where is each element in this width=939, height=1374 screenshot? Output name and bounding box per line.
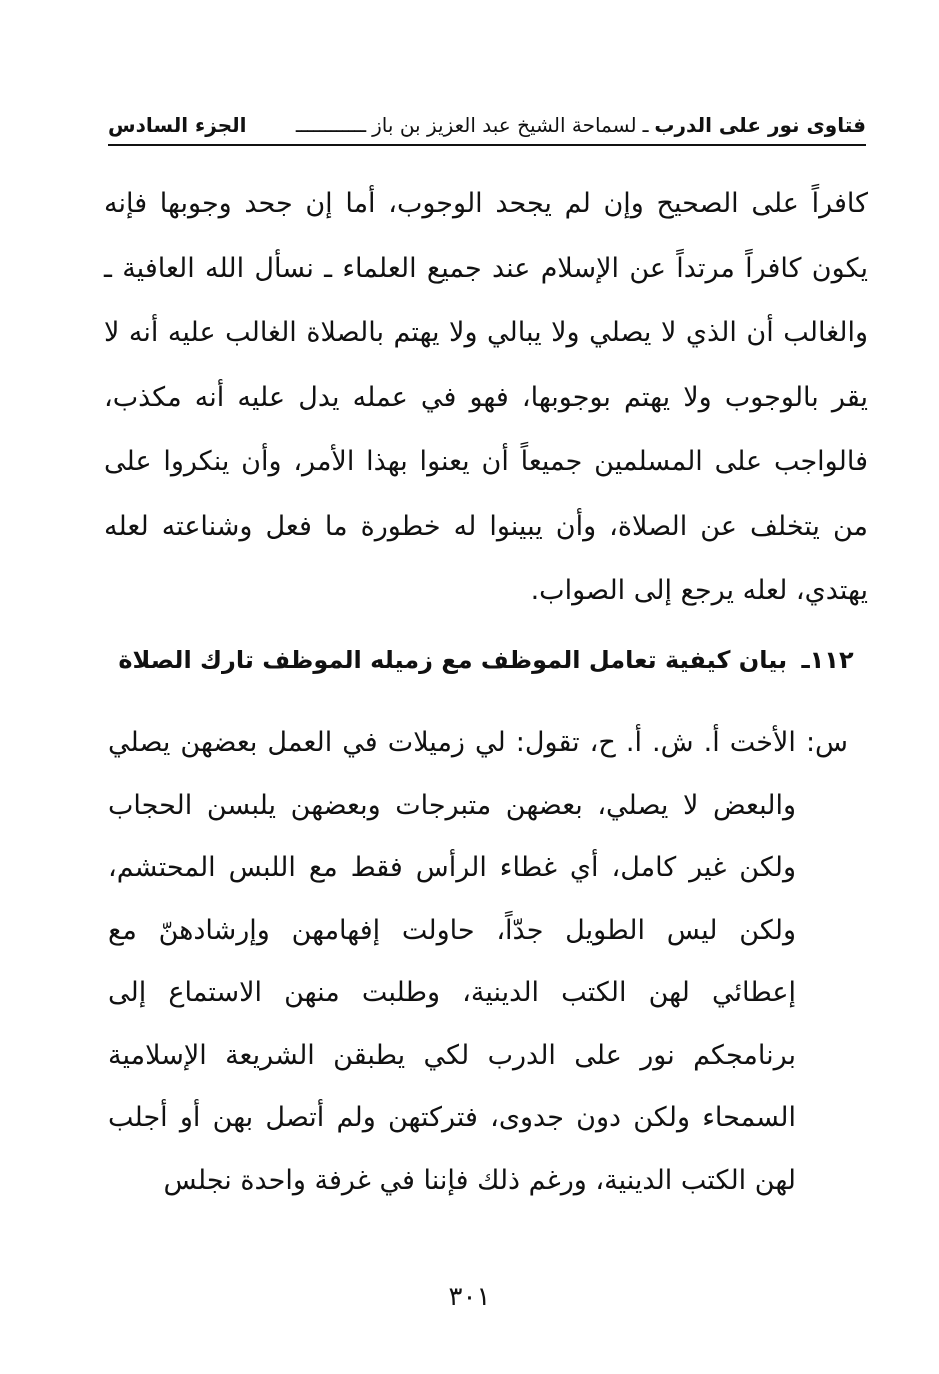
section-number: ١١٢ـ: [801, 646, 854, 674]
paragraph-text: كافراً على الصحيح وإن لم يجحد الوجوب، أما إن جحد وجوبها فإنه يكون كافراً مرتداً عن الإسلام عند جميع العلماء ـ نسأل الله العافية ـ والغالب أن الذي لا يصلي ولا يبالي ولا يهتم بالصلاة الغالب عليه أنه لا يقر بالوجوب ولا يهتم بوجوبها، فهو في عمله يدل عليه أنه مكذب، فالواجب على المسلمين جميعاً أن يعنوا بهذا الأمر، وأن ينكروا على من يتخلف عن الصلاة، وأن يبينوا له خطورة ما فعل وشناعته لعله يهتدي، لعله يرجع إلى الصواب.: [104, 188, 868, 606]
page-number: ٣٠١: [448, 1282, 491, 1312]
header-title-group: [296, 110, 866, 140]
author-name: لسماحة الشيخ عبد العزيز بن باز: [372, 113, 637, 137]
header-rule: ــــــــــــ: [295, 113, 367, 137]
question-label: س:: [805, 727, 848, 758]
question-block: [108, 712, 848, 1212]
section-heading: [104, 636, 868, 684]
part-label: الجزء السادس: [108, 113, 247, 137]
section-title: بيان كيفية تعامل الموظف مع زميله الموظف تارك الصلاة: [118, 646, 788, 674]
question-paragraph: [108, 712, 848, 1212]
running-header: [108, 106, 866, 146]
header-separator: ـ: [642, 113, 649, 137]
question-text: الأخت أ. ش. أ. ح، تقول: لي زميلات في العمل بعضهن يصلي والبعض لا يصلي، بعضهن متبرجات وبعضهن يلبسن الحجاب ولكن غير كامل، أي غطاء الرأس فقط مع اللبس المحتشم، ولكن ليس الطويل جدّاً، حاولت إفهامهن وإرشادهنّ مع إعطائي لهن الكتب الدينية، وطلبت منهن الاستماع إلى برنامجكم نور على الدرب لكي يطبقن الشريعة الإسلامية السمحاء ولكن دون جدوى، فتركتهن ولم أتصل بهن أو أجلب لهن الكتب الدينية، ورغم ذلك فإننا في غرفة واحدة نجلس: [108, 727, 796, 1196]
book-title: فتاوى نور على الدرب: [654, 113, 866, 137]
body-paragraph: [104, 172, 868, 624]
